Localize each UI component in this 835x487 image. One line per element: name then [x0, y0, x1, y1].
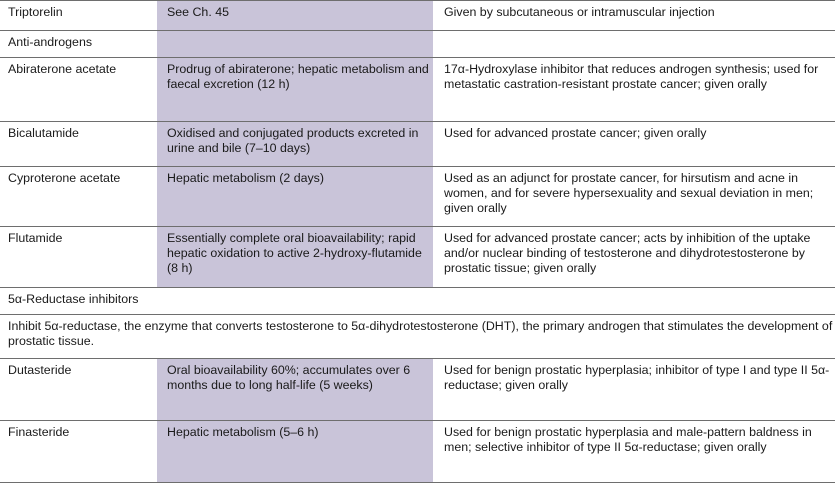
pharmacokinetics-text: Prodrug of abiraterone; hepatic metabolism and faecal excretion (12 h) — [167, 62, 429, 91]
drug-name: Abiraterone acetate — [8, 62, 117, 76]
pharmacokinetics-cell — [157, 31, 433, 58]
use-text: Used as an adjunct for prostate cancer, for hirsutism and acne in women, and for severe hypersexuality and sexual deviation in men; given orally — [444, 171, 814, 215]
use-cell — [433, 167, 835, 227]
section-title-cell — [0, 288, 835, 315]
drug-name-cell — [0, 359, 157, 421]
drug-name: Bicalutamide — [8, 126, 79, 140]
use-text: Given by subcutaneous or intramuscular injection — [444, 5, 715, 19]
drug-name: Finasteride — [8, 425, 70, 439]
pharmacokinetics-cell — [157, 122, 433, 167]
use-cell — [433, 58, 835, 122]
drug-name-cell — [0, 227, 157, 288]
use-cell — [433, 227, 835, 288]
use-cell — [433, 1, 835, 31]
use-text: Used for benign prostatic hyperplasia and male-pattern baldness in men; selective inhibitor of type II 5α-reductase; given orally — [444, 425, 812, 454]
section-title-cell — [0, 31, 157, 58]
use-cell — [433, 359, 835, 421]
table-row — [0, 58, 835, 122]
drug-name-cell — [0, 421, 157, 483]
table-row — [0, 1, 835, 31]
section-note: Inhibit 5α-reductase, the enzyme that converts testosterone to 5α-dihydrotestosterone (DHT), the primary androgen that stimulates the development of prostatic tissue. — [8, 319, 833, 348]
drug-name-cell — [0, 167, 157, 227]
drug-name-cell — [0, 1, 157, 31]
table-row — [0, 421, 835, 483]
pharmacokinetics-text: Oxidised and conjugated products excreted in urine and bile (7–10 days) — [167, 126, 419, 155]
pharmacokinetics-cell — [157, 58, 433, 122]
table-row — [0, 122, 835, 167]
section-row — [0, 31, 835, 58]
drug-name-cell — [0, 122, 157, 167]
drug-name: Dutasteride — [8, 363, 72, 377]
pharmacokinetics-text: See Ch. 45 — [167, 5, 229, 19]
drug-name: Flutamide — [8, 231, 63, 245]
pharmacokinetics-text: Hepatic metabolism (5–6 h) — [167, 425, 319, 439]
section-row — [0, 288, 835, 315]
use-text: Used for advanced prostate cancer; given orally — [444, 126, 707, 140]
use-cell — [433, 122, 835, 167]
drug-name: Cyproterone acetate — [8, 171, 121, 185]
note-cell — [0, 315, 835, 359]
pharmacokinetics-cell — [157, 1, 433, 31]
table-row — [0, 227, 835, 288]
pharmacokinetics-cell — [157, 227, 433, 288]
pharmacokinetics-cell — [157, 167, 433, 227]
section-title: 5α-Reductase inhibitors — [8, 292, 139, 306]
pharmacokinetics-text: Oral bioavailability 60%; accumulates over 6 months due to long half-life (5 weeks) — [167, 363, 411, 392]
use-text: Used for benign prostatic hyperplasia; inhibitor of type I and type II 5α-reductase; given orally — [444, 363, 830, 392]
use-cell — [433, 421, 835, 483]
pharmacokinetics-cell — [157, 359, 433, 421]
table-row — [0, 359, 835, 421]
drug-name-cell — [0, 58, 157, 122]
use-text: Used for advanced prostate cancer; acts by inhibition of the uptake and/or nuclear binding of testosterone and dihydrotestosterone by prostatic tissue; given orally — [444, 231, 811, 275]
use-text: 17α-Hydroxylase inhibitor that reduces androgen synthesis; used for metastatic castration-resistant prostate cancer; given orally — [444, 62, 819, 91]
section-title: Anti-androgens — [8, 35, 93, 49]
pharmacokinetics-cell — [157, 421, 433, 483]
pharmacokinetics-text: Hepatic metabolism (2 days) — [167, 171, 325, 185]
drug-name: Triptorelin — [8, 5, 63, 19]
pharmacokinetics-text: Essentially complete oral bioavailability; rapid hepatic oxidation to active 2-hydroxy-flutamide (8 h) — [167, 231, 422, 275]
note-row — [0, 315, 835, 359]
use-cell — [433, 31, 835, 58]
table-row — [0, 167, 835, 227]
